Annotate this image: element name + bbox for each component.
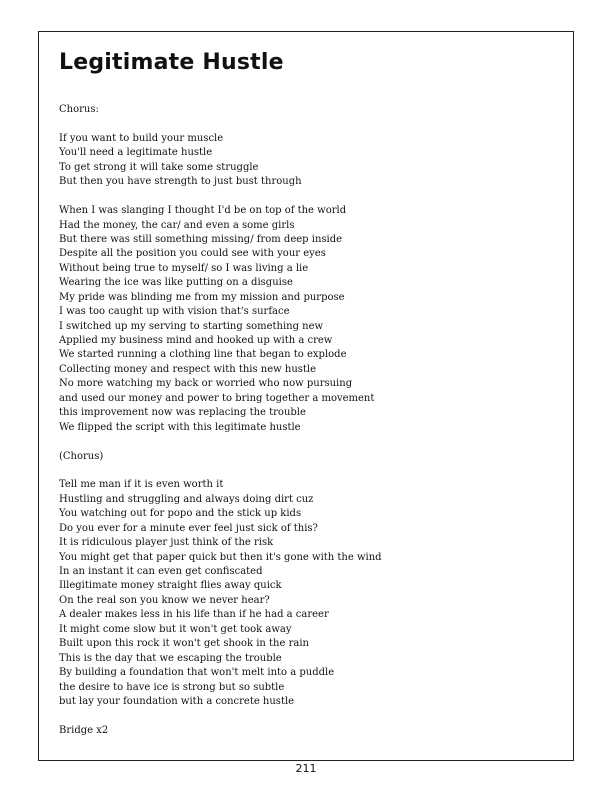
- stanza-gap: [59, 464, 559, 478]
- stanza-gap: [59, 435, 559, 449]
- song-title: Legitimate Hustle: [59, 50, 284, 75]
- lyric-line: Applied my business mind and hooked up with a crew: [59, 335, 333, 346]
- lyric-line: It might come slow but it won't get took away: [59, 623, 292, 635]
- lyric-line: Had the money, the car/ and even a some girls: [59, 219, 295, 231]
- lyric-line: I was too caught up with vision that's surface: [59, 306, 290, 318]
- lyric-line: Bridge x2: [59, 724, 109, 736]
- lyric-line: the desire to have ice is strong but so subtle: [59, 681, 285, 693]
- lyric-line: My pride was blinding me from my mission and purpose: [59, 291, 345, 303]
- lyric-line: Do you ever for a minute ever feel just sick of this?: [59, 522, 318, 534]
- lyric-line: Hustling and struggling and always doing dirt cuz: [59, 493, 314, 505]
- lyric-line: A dealer makes less in his life than if he had a career: [59, 609, 329, 621]
- lyric-line: To get strong it will take some struggle: [59, 161, 259, 173]
- lyric-line: this improvement now was replacing the trouble: [59, 407, 306, 419]
- lyric-line: But then you have strength to just bust through: [59, 176, 302, 188]
- stanza-gap: [59, 190, 559, 204]
- lyric-line: On the real son you know we never hear?: [59, 594, 270, 606]
- lyrics-body: [59, 103, 559, 738]
- lyric-line: Despite all the position you could see with your eyes: [59, 248, 326, 260]
- lyric-line: Illegitimate money straight flies away quick: [59, 580, 282, 592]
- lyric-line: Wearing the ice was like putting on a disguise: [59, 277, 293, 289]
- page-number: 211: [295, 762, 317, 775]
- lyric-line: If you want to build your muscle: [59, 132, 224, 144]
- lyric-line: Built upon this rock it won't get shook in the rain: [59, 638, 309, 650]
- lyric-line: No more watching my back or worried who now pursuing: [59, 378, 353, 390]
- lyric-line: (Chorus): [59, 450, 104, 462]
- stanza-gap: [59, 709, 559, 723]
- lyric-line: When I was slanging I thought I'd be on top of the world: [59, 205, 347, 217]
- lyric-line: It is ridiculous player just think of the risk: [59, 537, 274, 549]
- lyric-line: Without being true to myself/ so I was living a lie: [59, 262, 309, 274]
- lyric-line: Chorus:: [59, 104, 99, 115]
- lyric-line: Collecting money and respect with this new hustle: [59, 363, 317, 375]
- lyric-line: We started running a clothing line that began to explode: [59, 349, 347, 361]
- lyric-line: In an instant it can even get confiscated: [59, 566, 263, 577]
- lyric-line: but lay your foundation with a concrete hustle: [59, 695, 295, 707]
- lyric-line: You might get that paper quick but then it's gone with the wind: [59, 551, 382, 563]
- lyric-line: You'll need a legitimate hustle: [59, 147, 213, 159]
- lyric-line: Tell me man if it is even worth it: [59, 479, 224, 491]
- lyric-line: You watching out for popo and the stick up kids: [59, 508, 302, 520]
- lyric-line: By building a foundation that won't melt into a puddle: [59, 667, 335, 679]
- lyric-line: We flipped the script with this legitimate hustle: [59, 421, 301, 433]
- lyric-line: and used our money and power to bring together a movement: [59, 392, 375, 404]
- lyric-line: I switched up my serving to starting something new: [59, 320, 324, 332]
- stanza-gap: [59, 117, 559, 131]
- lyric-line: But there was still something missing/ from deep inside: [59, 233, 343, 245]
- lyric-line: This is the day that we escaping the trouble: [59, 652, 282, 664]
